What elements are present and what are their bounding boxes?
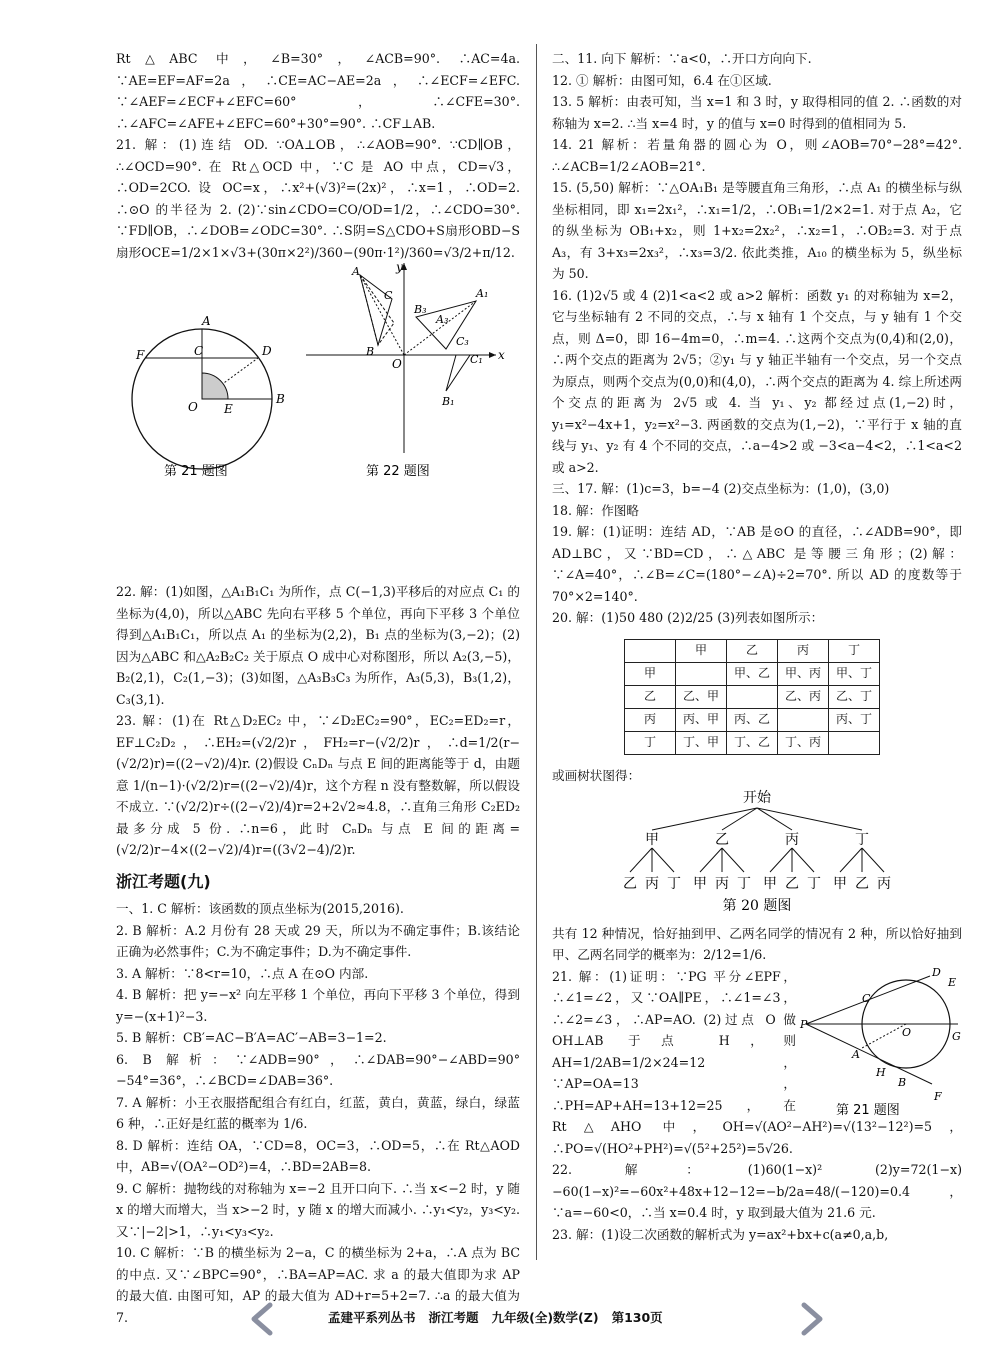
footer-text: 孟建平系列丛书 浙江考题 九年级(全)数学(Z) 第130页 xyxy=(328,1310,663,1325)
fig21-caption: 第 21 题图 xyxy=(164,464,228,479)
answer-q9: 9. C 解析：抛物线的对称轴为 x=−2 且开口向下. ∴当 x<−2 时，y 随 x 的增大而增大，当 x>−2 时，y 随 x 的增大而减小. ∴y₁<y₂，y₃<y₂. 又∵|−2|>1，∴y₁<y₃<y₂. xyxy=(116,1180,520,1239)
right-column xyxy=(552,48,962,1245)
svg-text:C: C xyxy=(862,991,871,1005)
svg-text:B₁: B₁ xyxy=(442,395,455,408)
svg-text:C₃: C₃ xyxy=(456,335,469,348)
svg-text:A₁: A₁ xyxy=(476,287,489,300)
table-row: 丙 丙、甲 丙、乙 丙、丁 xyxy=(625,708,880,731)
tree-leaf: 甲 xyxy=(833,876,847,892)
fig21-label-o: O xyxy=(188,400,198,414)
table-row: 丁 丁、甲 丁、乙 丁、丙 xyxy=(625,731,880,754)
answer-q18: 18. 解：作图略 xyxy=(552,502,640,518)
tree-leaf: 乙 xyxy=(855,876,869,892)
answer-q17: 三、17. 解：(1)c=3，b=−4 (2)交点坐标为：(1,0)，(3,0) xyxy=(552,481,890,496)
answer-intro: Rt△ABC 中，∠B=30°，∠ACB=90°. ∴AC=4a. ∵AE=EF=AF=2a，∴CE=AC−AE=2a，∴∠ECF=∠EFC. ∵∠AEF=∠ECF+∠EFC=60°，∴∠CFE=30°. ∴∠AFC=∠AFE+∠EFC=60°+30°=90°. ∴CF⊥AB. xyxy=(116,51,520,131)
fig21-label-c: C xyxy=(194,344,204,358)
tree-leaf: 甲 xyxy=(763,876,777,892)
tree-node: 乙 xyxy=(715,832,729,848)
answer-21-block xyxy=(552,966,962,1160)
answer-q4: 4. B 解析：把 y=−x² 向左平移 1 个单位，再向下平移 3 个单位，得到 y=−(x+1)²−3. xyxy=(116,987,520,1024)
svg-text:D: D xyxy=(932,965,941,979)
fig21-label-b: B xyxy=(276,392,285,406)
answer-21: 21. 解：(1)连结 OD. ∵OA⊥OB，∴∠AOB=90°. ∵CD∥OB，∴∠OCD=90°. 在 Rt△OCD 中，∵C 是 AO 中点，CD=√3，∴OD=2CO. 设 OC=x，∴x²+(√3)²=(2x)²，∴x=1，∴OD=2. ∴⊙O 的半径为 2. (2)∵sin∠CDO=CO/OD=1/2，∴∠CDO=30°. ∵FD∥OB，∴∠DOB=∠ODC=30°. ∴S阴=S△CDO+S扇形OBD−S扇形OCE=1/2×1×√3+(30π×2²)/360−(90π·1²)/360=√3/2+π/12. xyxy=(116,137,520,260)
fig20-caption: 第 20 题图 xyxy=(722,898,792,914)
left-column xyxy=(116,48,520,1328)
column-divider xyxy=(536,44,537,1260)
answer-q6: 6. B 解析：∵∠ADB=90°，∴∠DAB=90°−∠ABD=90°−54°=36°，∴∠BCD=∠DAB=36°. xyxy=(116,1051,520,1088)
tree-leaf: 甲 xyxy=(693,876,707,892)
figure-21-right xyxy=(802,966,962,1116)
tree-leaf: 丁 xyxy=(807,876,821,892)
svg-text:G: G xyxy=(952,1029,961,1043)
answer-q5: 5. B 解析：CB′=AC−B′A=AC′−AB=3−1=2. xyxy=(116,1030,387,1045)
tree-node: 丙 xyxy=(785,832,799,848)
y-axis-label: y xyxy=(396,260,403,274)
tree-intro: 或画树状图得： xyxy=(552,767,641,783)
answer-q19: 19. 解：(1)证明：连结 AD，∵AB 是⊙O 的直径，∴∠ADB=90°，即 AD⊥BC，又∵BD=CD，∴△ABC 是等腰三角形；(2)解：∵∠A=40°，∴∠B=∠C=(180°−∠A)÷2=70°. 所以 AD 的度数等于 70°×2=140°. xyxy=(552,524,962,604)
svg-text:B₃: B₃ xyxy=(414,303,427,316)
tree-diagram xyxy=(552,786,962,916)
x-axis-label: x xyxy=(498,348,505,362)
svg-text:B: B xyxy=(366,345,375,358)
sector-oce xyxy=(202,373,228,399)
fig21r-caption: 第 21 题图 xyxy=(836,1102,900,1118)
tree-leaf: 丙 xyxy=(877,876,891,892)
section-title: 浙江考题(九) xyxy=(116,871,211,891)
answer-r22: 22. 解：(1)60(1−x)² (2)y=72(1−x)−60(1−x)²=−60x²+48x+12−12=−b/2a=48/(−120)=0.4，∵a=−60<0，∴当 x=0.4 时，y 取到最大值为 21.6 元. xyxy=(552,1162,962,1220)
figure-21-22-svg xyxy=(116,260,520,581)
answer-q2: 2. B 解析：A.2 月份有 28 天或 29 天，所以为不确定事件；B.该结论正确为必然事件；C.为不确定事件；D.为不确定事件. xyxy=(116,922,520,959)
svg-text:C₁: C₁ xyxy=(470,353,483,366)
svg-text:E: E xyxy=(948,975,957,989)
svg-text:B: B xyxy=(898,1075,907,1089)
svg-text:C: C xyxy=(384,289,393,302)
answer-q14: 14. 21 解析：若量角器的圆心为 O，则∠AOB=70°−28°=42°. ∴∠ACB=1/2∠AOB=21°. xyxy=(552,137,962,174)
tree-leaf: 丁 xyxy=(667,876,681,892)
answer-q11: 二、11. 向下 解析：∵a<0，∴开口方向向下. xyxy=(552,51,812,66)
answer-q12: 12. ① 解析：由图可知，6.4 在①区域. xyxy=(552,72,772,88)
answer-r23: 23. 解：(1)设二次函数的解析式为 y=ax²+bx+c(a≠0,a,b, xyxy=(552,1226,889,1242)
chevron-right-icon[interactable] xyxy=(796,1302,830,1336)
fig22-caption: 第 22 题图 xyxy=(366,464,430,479)
page-footer xyxy=(0,1300,1000,1330)
tree-leaf: 乙 xyxy=(785,876,799,892)
chevron-left-icon[interactable] xyxy=(244,1302,278,1336)
tree-node: 甲 xyxy=(645,832,659,848)
fig21-label-a: A xyxy=(202,314,211,328)
fig21-label-e: E xyxy=(224,402,233,416)
fig21-label-d: D xyxy=(262,344,272,358)
tree-node: 丁 xyxy=(855,832,869,848)
svg-text:A₃: A₃ xyxy=(436,313,449,326)
triangle-abc xyxy=(360,275,392,345)
answer-q15: 15. (5,50) 解析：∵△OA₁B₁ 是等腰直角三角形，∴点 A₁ 的横坐标与纵坐标相同，即 x₁=2x₁²，∴x₁=1/2，∴OB₁=1/2×2=1. 对于点 A₂，它的纵坐标为 OB₁+x₂，则 1+x₂=2x₂²，∴x₂=1，∴OB₂=3. 对于点 A₃，有 3+x₃=2x₃²，∴x₃=3/2. 依此类推，A₁₀ 的横坐标为 5，纵坐标为 50. xyxy=(552,180,962,281)
origin-label: O xyxy=(392,357,402,371)
table-20 xyxy=(624,639,880,755)
figures-21-22 xyxy=(116,260,520,581)
svg-text:P: P xyxy=(800,1017,808,1031)
svg-text:A: A xyxy=(352,265,360,278)
svg-text:O: O xyxy=(902,1025,912,1039)
tree-leaf: 丙 xyxy=(715,876,729,892)
table-row: 甲 甲、乙 甲、丙 甲、丁 xyxy=(625,662,880,685)
answer-23: 23. 解：(1)在 Rt△D₂EC₂ 中，∵∠D₂EC₂=90°，EC₂=ED₂=r，EF⊥C₂D₂，∴EH₂=(√2/2)r，FH₂=r−(√2/2)r，∴d=1/2(r−(√2/2)r)=((2−√2)/4)r. (2)假设 CₙDₙ 与点 E 间的距离能等于 d，由题意 1/(n−1)·(√2/2)r=((2−√2)/4)r，这个方程 n 没有整数解，所以假设不成立. ∵(√2/2)r÷((2−√2)/4)r=2+2√2≈4.8，∴直角三角形 C₂ED₂ 最多分成 5 份. ∴n=6，此时 CₙDₙ 与点 E 间的距离=(√2/2)r−4×((2−√2)/4)r=((3√2−4)/2)r. xyxy=(116,713,520,857)
answer-q1: 一、1. C 解析：该函数的顶点坐标为(2015,2016). xyxy=(116,901,404,916)
svg-text:A: A xyxy=(852,1047,860,1061)
fig21-label-f: F xyxy=(136,348,145,362)
answer-22: 22. 解：(1)如图，△A₁B₁C₁ 为所作，点 C(−1,3)平移后的对应点 C₁ 的坐标为(4,0)，所以△ABC 先向右平移 5 个单位，再向下平移 3 个单位得到△A₁B₁C₁，所以点 A₁ 的坐标为(2,2)，B₁ 点的坐标为(3,−2)；(2)因为△ABC 和△A₂B₂C₂ 关于原点 O 成中心对称图形，所以 A₂(3,−5)，B₂(2,1)，C₂(1,−3)；(3)如图，△A₃B₃C₃ 为所作，A₃(5,3)，B₃(1,2)，C₃(3,1). xyxy=(116,584,520,707)
tree-leaf: 丁 xyxy=(737,876,751,892)
svg-text:F: F xyxy=(934,1089,942,1103)
answer-q20-end: 共有 12 种情况，恰好抽到甲、乙两名同学的情况有 2 种，所以恰好抽到甲、乙两名同学的概率为：2/12=1/6. xyxy=(552,925,962,962)
answer-q20: 20. 解：(1)50 480 (2)2/25 (3)列表如图所示： xyxy=(552,610,824,625)
answer-q16: 16. (1)2√5 或 4 (2)1<a<2 或 a>2 解析：函数 y₁ 的对称轴为 x=2，它与坐标轴有 2 不同的交点，∴与 x 轴有 1 个交点，与 y 轴有 1 个交点，则 Δ=0，即 16−4m=0，∴m=4. ∴这两个交点为(0,4)和(2,0)，∴两个交点的距离为 2√5；②y₁ 与 y 轴正半轴有一个交点，另一个交点为原点，则两个交点为(0,0)和(4,0)，∴两个交点的距离为 4. 综上所述两个交点的距离为 2√5 或 4. 当 y₁、y₂ 都经过点(1,−2)时，y₁=x²−4x+1，y₂=x²−3. 两函数的交点为(1,−2)，∵平行于 x 轴的直线与 y₁、y₂ 有 4 个不同的交点，∴a−4>2 或 −3<a−4<2，∴1<a<2 或 a>2. xyxy=(552,287,962,475)
answer-r21: 21. 解：(1)证明：∵PG 平分∠EPF，∴∠1=∠2，又∵OA∥PE，∴∠1=∠3，∴∠2=∠3，∴AP=AO. (2)过点 O 做 OH⊥AB 于点 H，则 AH=1/2AB=1/2×24=12，∵AP=OA=13，∴PH=AP+AH=13+12=25，在 Rt△AHO 中，OH=√(AO²−AH²)=√(13²−12²)=5，∴PO=√(HO²+PH²)=√(5²+25²)=5√26. xyxy=(552,968,962,1156)
triangle-a1b1c1 xyxy=(446,355,470,391)
tree-leaf: 丙 xyxy=(645,876,659,892)
answer-q8: 8. D 解析：连结 OA，∵CD=8，OC=3，∴OD=5，∴在 Rt△AOD 中，AB=√(OA²−OD²)=4，∴BD=2AB=8. xyxy=(116,1137,520,1174)
table-header-row: 甲 乙 丙 丁 xyxy=(625,639,880,662)
answer-q10: 10. C 解析：∵B 的横坐标为 2−a，C 的横坐标为 2+a，∴A 点为 BC 的中点. 又∵∠BPC=90°，∴BA=AP=AC. 求 a 的最大值即为求 AP 的最大值. 由图可知，AP 的最大值为 AD+r=5+2=7. ∴a 的最大值为 7. xyxy=(116,1245,520,1325)
tree-leaf: 乙 xyxy=(623,876,637,892)
table-row: 乙 乙、甲 乙、丙 乙、丁 xyxy=(625,685,880,708)
svg-text:H: H xyxy=(876,1065,886,1079)
tree-root: 开始 xyxy=(743,790,771,806)
answer-q3: 3. A 解析：∵8<r=10，∴点 A 在⊙O 内部. xyxy=(116,965,369,981)
answer-q13: 13. 5 解析：由表可知，当 x=1 和 3 时，y 取得相同的值 2. ∴函数的对称轴为 x=2. ∴当 x=4 时，y 的值与 x=0 时得到的值相同为 5. xyxy=(552,94,962,131)
answer-q7: 7. A 解析：小王衣服搭配组合有红白，红蓝，黄白，黄蓝，绿白，绿蓝 6 种，∴正好是红蓝的概率为 1/6. xyxy=(116,1094,520,1131)
